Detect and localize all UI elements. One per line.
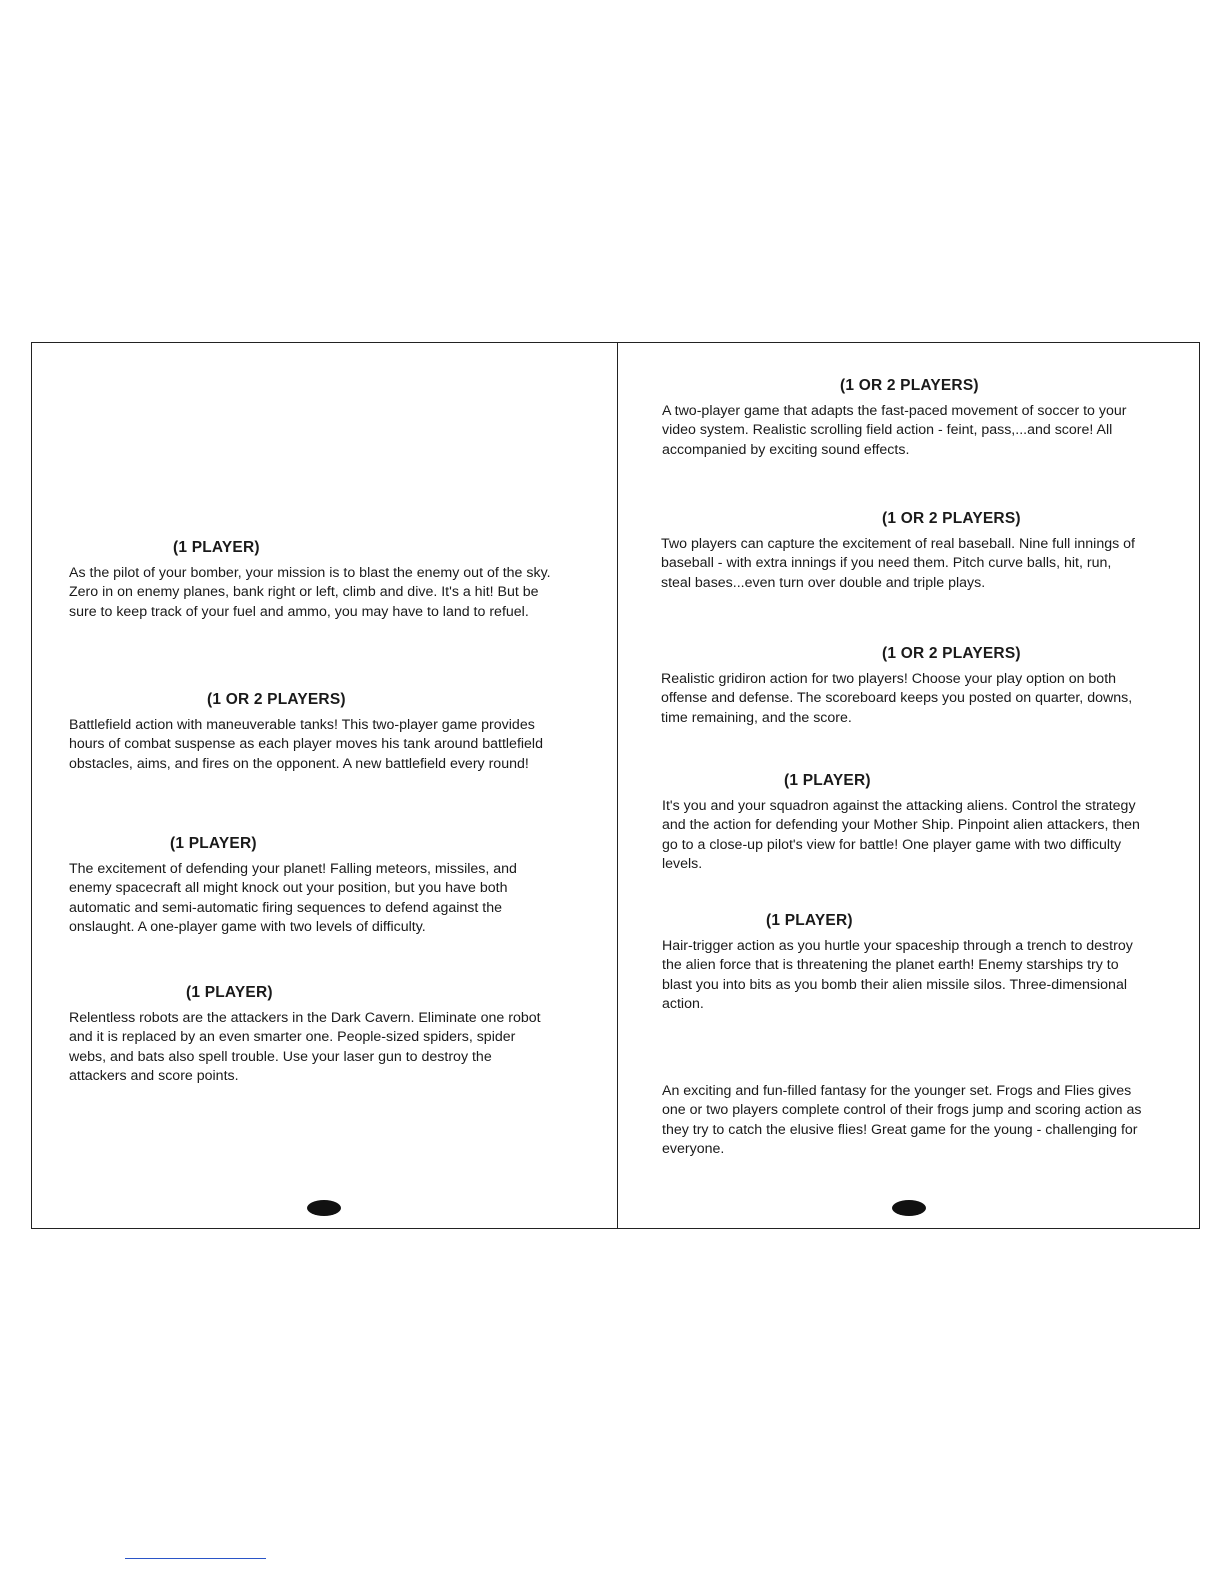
page-divider <box>617 343 618 1228</box>
entry-players: (1 PLAYER) <box>173 539 260 556</box>
entry-description: Realistic gridiron action for two players! Choose your play option on both offense and defense. The scoreboard keeps you posted on quarter, downs, time remaining, and the score. <box>661 671 1133 726</box>
entry-players: (1 OR 2 PLAYERS) <box>882 645 1021 662</box>
right-entry-squadron <box>662 772 1152 875</box>
right-entry-soccer <box>662 377 1142 460</box>
page-number-oval-right <box>892 1200 926 1216</box>
left-entry-planet-defense <box>69 835 559 938</box>
page-number-oval-left <box>307 1200 341 1216</box>
entry-description: The excitement of defending your planet! Falling meteors, missiles, and enemy spacecraft all might knock out your position, but you have both automatic and semi-automatic firing sequences to defend against the onslaught. A one-player game with two levels of difficulty. <box>69 861 517 936</box>
entry-players: (1 PLAYER) <box>170 835 257 852</box>
entry-description: An exciting and fun-filled fantasy for the younger set. Frogs and Flies gives one or two players complete control of their frogs jump and scoring action as they try to catch the elusive flies! Great game for the young - challenging for everyone. <box>662 1083 1142 1158</box>
right-entry-baseball <box>661 510 1136 593</box>
entry-players: (1 OR 2 PLAYERS) <box>882 510 1021 527</box>
left-entry-tanks <box>69 691 544 774</box>
entry-description: As the pilot of your bomber, your mission is to blast the enemy out of the sky. Zero in on enemy planes, bank right or left, climb and dive. It's a hit! But be sure to keep track of your fuel and ammo, you may have to land to refuel. <box>69 565 551 620</box>
entry-description: Hair-trigger action as you hurtle your spaceship through a trench to destroy the alien force that is threatening the planet earth! Enemy starships try to blast you into bits as you bomb their alien missile silos. Three-dimensional action. <box>662 938 1133 1013</box>
right-entry-frogs-and-flies <box>662 1082 1142 1160</box>
link-underline <box>125 1558 266 1559</box>
right-entry-football <box>661 645 1136 728</box>
manual-spread <box>31 342 1200 1229</box>
entry-players: (1 PLAYER) <box>186 984 273 1001</box>
entry-description: Battlefield action with maneuverable tanks! This two-player game provides hours of combat suspense as each player moves his tank around battlefield obstacles, aims, and fires on the opponent. A new battlefield every round! <box>69 717 543 772</box>
entry-players: (1 OR 2 PLAYERS) <box>840 377 979 394</box>
left-entry-dark-cavern <box>69 984 549 1087</box>
left-entry-bomber <box>69 539 559 622</box>
entry-players: (1 PLAYER) <box>784 772 871 789</box>
entry-description: A two-player game that adapts the fast-paced movement of soccer to your video system. Realistic scrolling field action - feint, pass,...and score! All accompanied by exciting sound effects. <box>662 403 1127 458</box>
entry-description: Relentless robots are the attackers in the Dark Cavern. Eliminate one robot and it is replaced by an even smarter one. People-sized spiders, spider webs, and bats also spell trouble. Use your laser gun to destroy the attackers and score points. <box>69 1010 541 1085</box>
entry-description: Two players can capture the excitement of real baseball. Nine full innings of baseball - with extra innings if you need them. Pitch curve balls, hit, run, steal bases...even turn over double and triple plays. <box>661 536 1135 591</box>
entry-players: (1 OR 2 PLAYERS) <box>207 691 346 708</box>
entry-players: (1 PLAYER) <box>766 912 853 929</box>
right-entry-trench <box>662 912 1142 1015</box>
entry-description: It's you and your squadron against the attacking aliens. Control the strategy and the action for defending your Mother Ship. Pinpoint alien attackers, then go to a close-up pilot's view for battle! One player game with two difficulty levels. <box>662 798 1140 873</box>
